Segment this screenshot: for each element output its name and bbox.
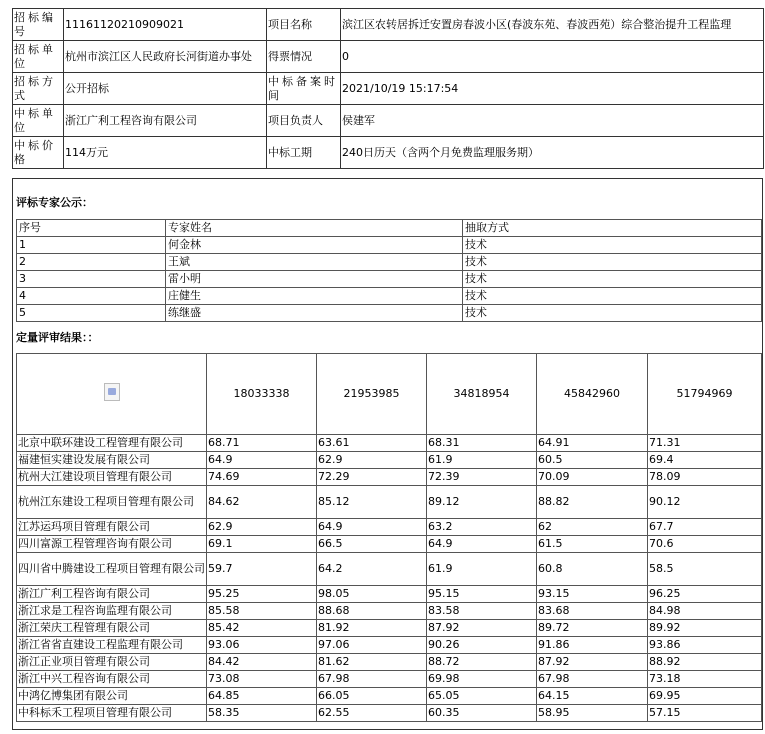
field-value: 11161120210909021 [64,9,267,41]
score-cell: 64.9 [207,452,317,469]
score-cell: 88.82 [537,486,648,519]
table-row [17,620,762,637]
table-row [17,271,762,288]
table-cell: 何金林 [166,237,463,254]
score-cell: 74.69 [207,469,317,486]
company-name: 杭州江东建设工程项目管理有限公司 [17,486,207,519]
score-cell: 69.1 [207,536,317,553]
score-cell: 59.7 [207,553,317,586]
table-row [17,586,762,603]
table-cell: 练继盛 [166,305,463,322]
score-cell: 64.85 [207,688,317,705]
results-panel [12,178,763,730]
field-value: 杭州市滨江区人民政府长河街道办事处 [64,41,267,73]
table-cell: 技术 [463,271,762,288]
field-value: 2021/10/19 15:17:54 [341,73,764,105]
column-header: 21953985 [317,354,427,435]
info-row [13,41,764,73]
score-cell: 62.9 [207,519,317,536]
field-label: 得票情况 [267,41,341,73]
score-cell: 90.26 [427,637,537,654]
field-label: 招标方式 [13,73,64,105]
table-row [17,688,762,705]
table-cell: 王斌 [166,254,463,271]
score-cell: 81.62 [317,654,427,671]
table-row [17,288,762,305]
table-cell: 技术 [463,288,762,305]
score-cell: 93.15 [537,586,648,603]
score-cell: 85.42 [207,620,317,637]
company-name: 浙江广利工程咨询有限公司 [17,586,207,603]
company-name: 四川省中腾建设工程项目管理有限公司 [17,553,207,586]
score-cell: 89.12 [427,486,537,519]
score-cell: 78.09 [648,469,762,486]
score-cell: 64.9 [427,536,537,553]
score-cell: 95.25 [207,586,317,603]
score-cell: 66.5 [317,536,427,553]
score-cell: 58.35 [207,705,317,722]
table-row [17,469,762,486]
score-cell: 65.05 [427,688,537,705]
score-cell: 89.92 [648,620,762,637]
score-cell: 58.5 [648,553,762,586]
table-cell: 技术 [463,254,762,271]
table-row [17,654,762,671]
company-name: 中科标禾工程项目管理有限公司 [17,705,207,722]
score-cell: 97.06 [317,637,427,654]
experts-table [16,219,762,322]
score-cell: 62.9 [317,452,427,469]
score-cell: 68.71 [207,435,317,452]
company-name: 四川富源工程管理咨询有限公司 [17,536,207,553]
score-cell: 69.98 [427,671,537,688]
table-cell: 技术 [463,305,762,322]
score-cell: 58.95 [537,705,648,722]
broken-image-icon [104,383,120,401]
table-cell: 3 [17,271,166,288]
score-cell: 63.2 [427,519,537,536]
experts-header-row [17,220,762,237]
table-row [17,452,762,469]
company-name: 浙江求是工程咨询监理有限公司 [17,603,207,620]
field-value: 114万元 [64,137,267,169]
table-cell: 5 [17,305,166,322]
column-header: 51794969 [648,354,762,435]
score-cell: 71.31 [648,435,762,452]
score-cell: 62 [537,519,648,536]
field-label: 中标价格 [13,137,64,169]
table-row [17,553,762,586]
table-row [17,705,762,722]
score-cell: 61.9 [427,452,537,469]
field-label: 中标备案时间 [267,73,341,105]
column-header: 序号 [17,220,166,237]
table-row [17,305,762,322]
field-value: 侯建军 [341,105,764,137]
score-cell: 96.25 [648,586,762,603]
company-name: 北京中联环建设工程管理有限公司 [17,435,207,452]
info-row [13,73,764,105]
column-header: 45842960 [537,354,648,435]
field-value: 浙江广利工程咨询有限公司 [64,105,267,137]
table-row [17,254,762,271]
field-label: 中标工期 [267,137,341,169]
score-cell: 72.39 [427,469,537,486]
column-header: 专家姓名 [166,220,463,237]
score-cell: 91.86 [537,637,648,654]
field-value: 公开招标 [64,73,267,105]
score-cell: 70.09 [537,469,648,486]
score-cell: 73.18 [648,671,762,688]
field-label: 项目负责人 [267,105,341,137]
company-name: 浙江正业项目管理有限公司 [17,654,207,671]
column-header: 34818954 [427,354,537,435]
company-name: 杭州大江建设项目管理有限公司 [17,469,207,486]
score-cell: 60.5 [537,452,648,469]
score-cell: 62.55 [317,705,427,722]
field-label: 招标单位 [13,41,64,73]
score-cell: 90.12 [648,486,762,519]
score-cell: 67.7 [648,519,762,536]
score-cell: 64.91 [537,435,648,452]
column-header: 18033338 [207,354,317,435]
score-cell: 63.61 [317,435,427,452]
score-cell: 85.58 [207,603,317,620]
score-cell: 85.12 [317,486,427,519]
score-cell: 81.92 [317,620,427,637]
table-row [17,519,762,536]
broken-image-cell [17,354,207,435]
field-value: 滨江区农转居拆迁安置房春波小区(春波东苑、春波西苑）综合整治提升工程监理 [341,9,764,41]
score-cell: 83.58 [427,603,537,620]
company-name: 浙江中兴工程咨询有限公司 [17,671,207,688]
score-cell: 87.92 [537,654,648,671]
score-cell: 69.95 [648,688,762,705]
table-cell: 1 [17,237,166,254]
company-name: 浙江省省直建设工程监理有限公司 [17,637,207,654]
table-row [17,637,762,654]
table-row [17,671,762,688]
score-cell: 64.9 [317,519,427,536]
table-row [17,603,762,620]
score-cell: 60.35 [427,705,537,722]
company-name: 浙江荣庆工程管理有限公司 [17,620,207,637]
table-cell: 4 [17,288,166,305]
score-cell: 72.29 [317,469,427,486]
score-cell: 61.5 [537,536,648,553]
score-cell: 57.15 [648,705,762,722]
info-row [13,9,764,41]
experts-title: 评标专家公示： [16,196,93,209]
score-cell: 88.68 [317,603,427,620]
table-row [17,237,762,254]
table-row [17,486,762,519]
score-cell: 84.98 [648,603,762,620]
score-cell: 69.4 [648,452,762,469]
table-cell: 庄健生 [166,288,463,305]
field-label: 中标单位 [13,105,64,137]
score-cell: 67.98 [317,671,427,688]
score-cell: 88.72 [427,654,537,671]
score-cell: 70.6 [648,536,762,553]
score-cell: 88.92 [648,654,762,671]
field-value: 240日历天（含两个月免费监理服务期） [341,137,764,169]
score-cell: 93.06 [207,637,317,654]
field-label: 招标编号 [13,9,64,41]
company-name: 福建恒实建设发展有限公司 [17,452,207,469]
table-cell: 2 [17,254,166,271]
score-cell: 66.05 [317,688,427,705]
project-info-table [12,8,764,169]
score-cell: 98.05 [317,586,427,603]
score-cell: 67.98 [537,671,648,688]
score-cell: 89.72 [537,620,648,637]
scores-table [16,353,762,722]
table-row [17,536,762,553]
field-label: 项目名称 [267,9,341,41]
score-cell: 83.68 [537,603,648,620]
scores-title: 定量评审结果：： [16,331,99,344]
score-cell: 60.8 [537,553,648,586]
score-cell: 73.08 [207,671,317,688]
score-cell: 64.2 [317,553,427,586]
scores-header-row [17,354,762,435]
column-header: 抽取方式 [463,220,762,237]
field-value: 0 [341,41,764,73]
score-cell: 93.86 [648,637,762,654]
score-cell: 61.9 [427,553,537,586]
score-cell: 84.62 [207,486,317,519]
score-cell: 64.15 [537,688,648,705]
info-row [13,105,764,137]
score-cell: 95.15 [427,586,537,603]
table-row [17,435,762,452]
score-cell: 87.92 [427,620,537,637]
company-name: 江苏运玛项目管理有限公司 [17,519,207,536]
score-cell: 68.31 [427,435,537,452]
company-name: 中鸿亿博集团有限公司 [17,688,207,705]
info-row [13,137,764,169]
score-cell: 84.42 [207,654,317,671]
table-cell: 雷小明 [166,271,463,288]
table-cell: 技术 [463,237,762,254]
